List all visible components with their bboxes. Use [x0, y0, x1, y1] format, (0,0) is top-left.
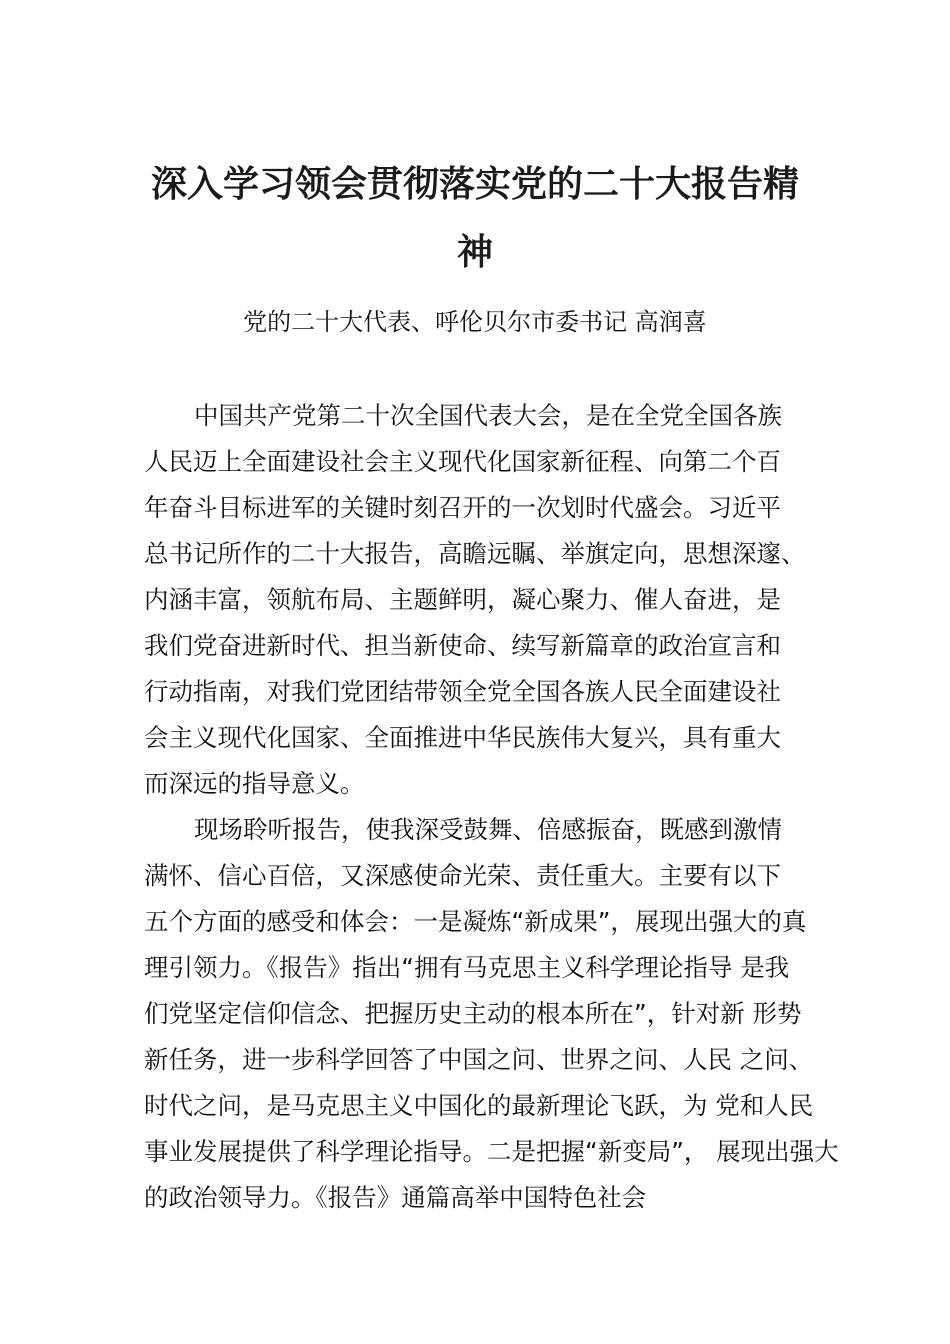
body-line: 而深远的指导意义。 [144, 769, 365, 798]
body-line: 现场聆听报告，使我深受鼓舞、倍感振奋，既感到激情 [194, 815, 782, 844]
article-body [144, 393, 844, 1221]
body-line: 新任务，进一步科学回答了中国之问、世界之问、人民 之问、 [144, 1045, 814, 1074]
body-line: 时代之问，是马克思主义中国化的最新理论飞跃，为 党和人民 [144, 1091, 814, 1120]
body-line: 事业发展提供了科学理论指导。二是把握“新变局”， 展现出强大 [144, 1137, 839, 1166]
body-line: 理引领力。《报告》指出“拥有马克思主义科学理论指导 是我 [144, 953, 790, 982]
title-line-2: 神 [456, 231, 493, 273]
body-line: 行动指南，对我们党团结带领全党全国各族人民全面建设社 [144, 677, 781, 706]
body-line: 的政治领导力。《报告》通篇高举中国特色社会 [144, 1183, 647, 1212]
body-line: 五个方面的感受和体会：一是凝炼“新成果”，展现出强大的真 [144, 907, 807, 936]
body-line: 人民迈上全面建设社会主义现代化国家新征程、向第二个百 [144, 447, 781, 476]
body-line: 内涵丰富，领航布局、主题鲜明，凝心聚力、催人奋进，是 [144, 585, 781, 614]
body-line: 会主义现代化国家、全面推进中华民族伟大复兴，具有重大 [144, 723, 781, 752]
body-line: 我们党奋进新时代、担当新使命、续写新篇章的政治宣言和 [144, 631, 781, 660]
author-byline: 党的二十大代表、呼伦贝尔市委书记 高润喜 [243, 308, 707, 336]
body-line: 们党坚定信仰信念、把握历史主动的根本所在”，针对新 形势 [144, 999, 802, 1028]
title-line-1: 深入学习领会贯彻落实党的二十大报告精 [150, 163, 799, 205]
body-line: 总书记所作的二十大报告，高瞻远瞩、举旗定向，思想深邃、 [144, 539, 806, 568]
body-line: 中国共产党第二十次全国代表大会，是在全党全国各族 [194, 401, 782, 430]
body-line: 满怀、信心百倍，又深感使命光荣、责任重大。主要有以下 [144, 861, 781, 890]
body-line: 年奋斗目标进军的关键时刻召开的一次划时代盛会。习近平 [144, 493, 781, 522]
